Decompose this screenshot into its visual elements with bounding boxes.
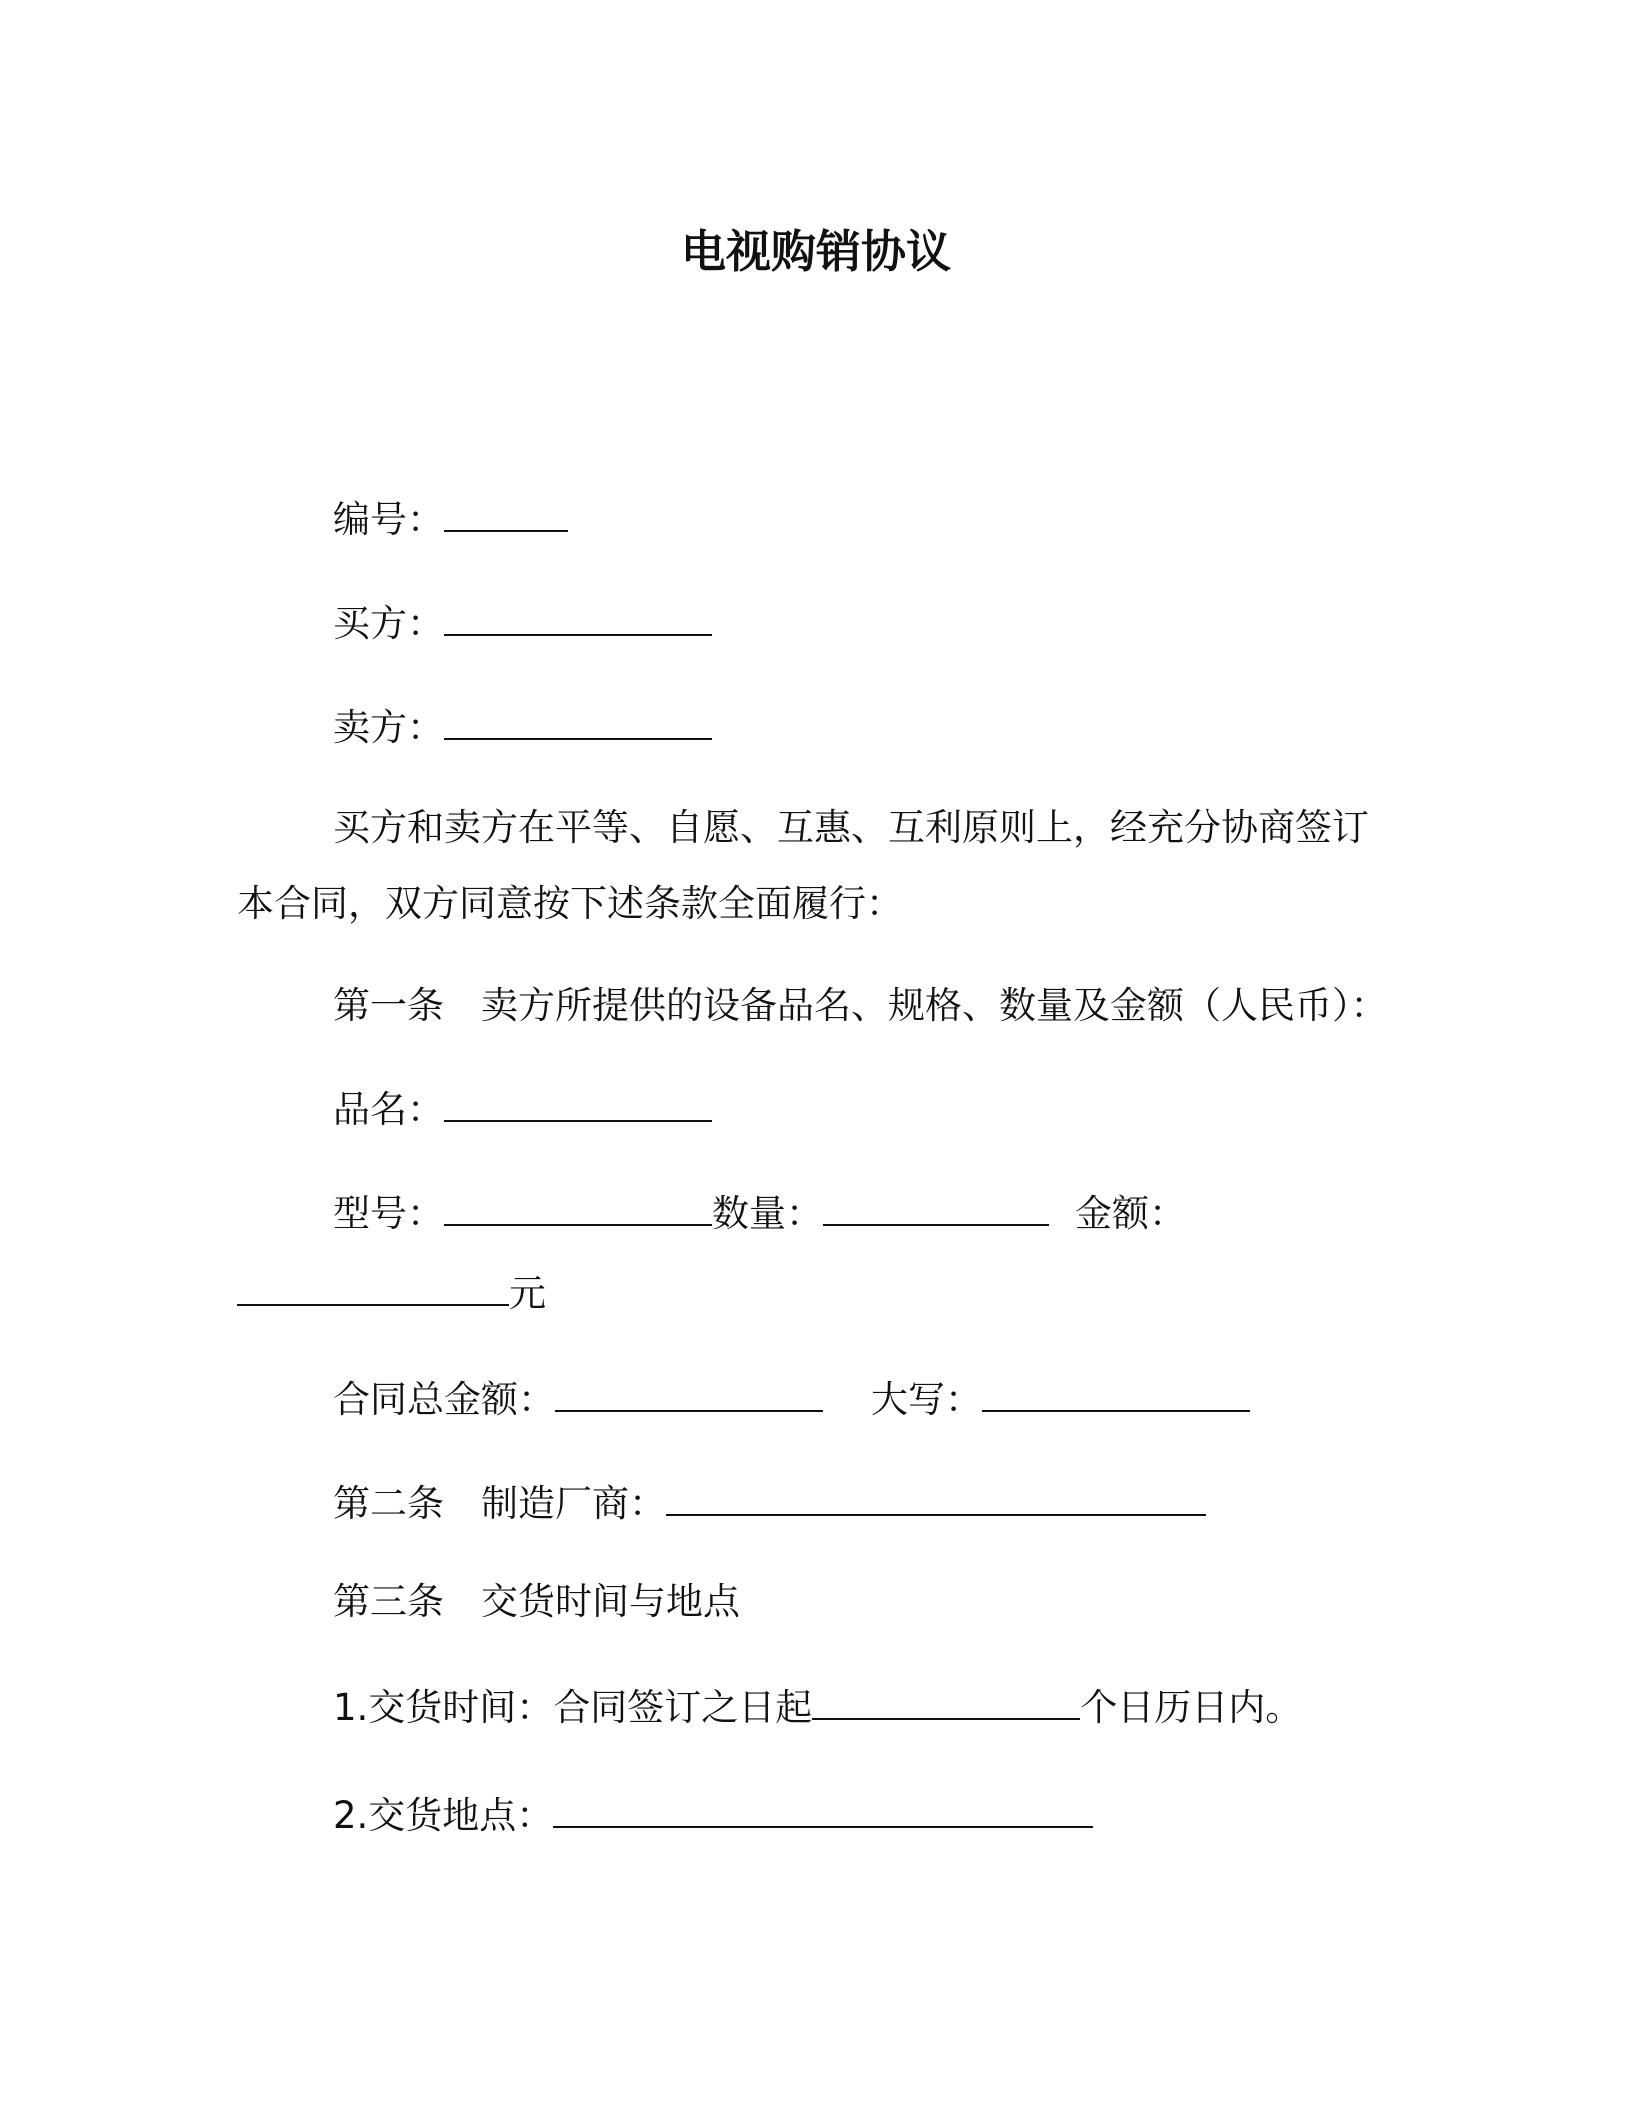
amount-label: 金额： xyxy=(1075,1192,1186,1235)
buyer-blank[interactable] xyxy=(444,604,712,636)
seller-blank[interactable] xyxy=(444,708,712,740)
preamble-line-1: 买方和卖方在平等、自愿、互惠、互利原则上，经充分协商签订 xyxy=(333,806,1369,849)
number-field xyxy=(333,496,568,544)
number-label: 编号： xyxy=(333,498,444,541)
delivery-time-label: 1.交货时间：合同签订之日起 xyxy=(333,1686,813,1729)
delivery-place-label: 2.交货地点： xyxy=(333,1794,554,1837)
total-amount-blank[interactable] xyxy=(555,1380,823,1412)
amount-line xyxy=(237,1270,546,1318)
capital-blank[interactable] xyxy=(982,1380,1250,1412)
delivery-time-blank[interactable] xyxy=(812,1688,1080,1720)
article-1-heading: 第一条 卖方所提供的设备品名、规格、数量及金额（人民币）： xyxy=(333,984,1388,1027)
seller-field xyxy=(333,704,712,752)
delivery-place-line xyxy=(333,1792,1093,1840)
delivery-time-suffix: 个日历日内。 xyxy=(1080,1686,1303,1729)
article-2-line xyxy=(333,1480,1206,1528)
seller-label: 卖方： xyxy=(333,706,444,749)
model-label: 型号： xyxy=(333,1192,444,1235)
yuan-label: 元 xyxy=(509,1272,546,1315)
product-name-blank[interactable] xyxy=(444,1090,712,1122)
quantity-label: 数量： xyxy=(712,1192,823,1235)
article-3-heading: 第三条 交货时间与地点 xyxy=(333,1580,740,1623)
delivery-time-line xyxy=(333,1684,1302,1732)
quantity-blank[interactable] xyxy=(823,1194,1049,1226)
product-name-label: 品名： xyxy=(333,1088,444,1131)
article-2-heading: 第二条 制造厂商： xyxy=(333,1482,666,1525)
delivery-place-blank[interactable] xyxy=(553,1796,1093,1828)
capital-label: 大写： xyxy=(871,1378,982,1421)
buyer-field xyxy=(333,600,712,648)
number-blank[interactable] xyxy=(444,500,568,532)
product-name-field xyxy=(333,1086,712,1134)
preamble-line-2: 本合同，双方同意按下述条款全面履行： xyxy=(237,882,903,925)
document-title: 电视购销协议 xyxy=(680,225,951,278)
total-amount-line xyxy=(333,1376,1250,1424)
total-amount-label: 合同总金额： xyxy=(333,1378,555,1421)
buyer-label: 买方： xyxy=(333,602,444,645)
amount-blank[interactable] xyxy=(237,1274,509,1306)
manufacturer-blank[interactable] xyxy=(666,1484,1206,1516)
model-blank[interactable] xyxy=(444,1194,712,1226)
model-quantity-amount-line xyxy=(333,1190,1186,1238)
